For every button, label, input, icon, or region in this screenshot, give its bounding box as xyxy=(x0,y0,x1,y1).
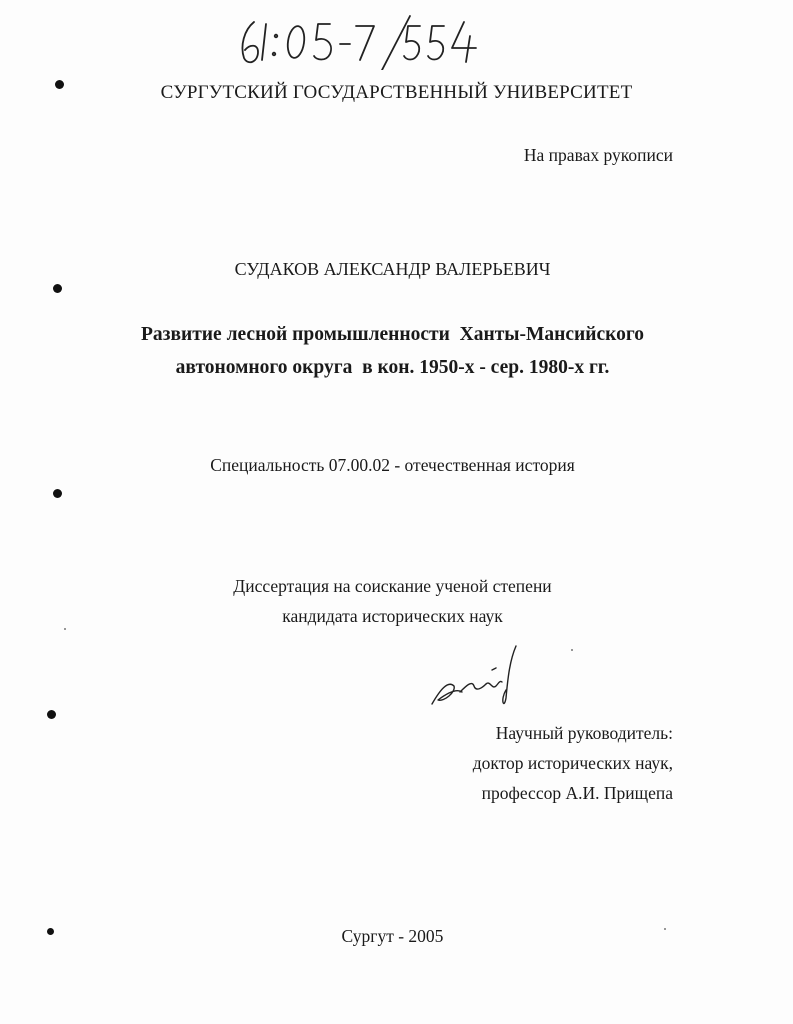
dissertation-degree xyxy=(0,571,785,631)
scan-speck xyxy=(64,628,66,630)
handwriting-svg xyxy=(232,14,482,70)
rights-note: На правах рукописи xyxy=(523,145,673,165)
specialty: Специальность 07.00.02 - отечественная история xyxy=(210,455,575,475)
title-line-2: автономного округа в кон. 1950-х - сер. 1980-х гг. xyxy=(175,357,610,378)
punch-hole-mark xyxy=(47,928,54,935)
signature-svg xyxy=(426,640,536,720)
supervisor-label: Научный руководитель: xyxy=(495,723,673,743)
punch-hole-mark xyxy=(47,710,56,719)
punch-hole-mark xyxy=(55,80,64,89)
author-name: СУДАКОВ АЛЕКСАНДР ВАЛЕРЬЕВИЧ xyxy=(234,259,551,279)
title-line-1: Развитие лесной промышленности Ханты-Мансийского xyxy=(140,324,645,345)
dissertation-title xyxy=(0,318,785,384)
punch-hole-mark xyxy=(53,284,62,293)
signature xyxy=(426,640,536,720)
degree-line-2: кандидата исторических наук xyxy=(282,606,503,626)
supervisor-name: профессор А.И. Прищепа xyxy=(481,783,673,803)
archive-number-handwriting xyxy=(232,14,482,70)
supervisor-block xyxy=(473,718,673,808)
punch-hole-mark xyxy=(53,489,62,498)
scan-speck xyxy=(664,928,666,930)
supervisor-degree: доктор исторических наук, xyxy=(472,753,673,773)
scan-speck xyxy=(571,649,573,651)
city-year: Сургут - 2005 xyxy=(341,926,444,946)
university-name: СУРГУТСКИЙ ГОСУДАРСТВЕННЫЙ УНИВЕРСИТЕТ xyxy=(160,82,633,103)
degree-line-1: Диссертация на соискание ученой степени xyxy=(233,576,552,596)
